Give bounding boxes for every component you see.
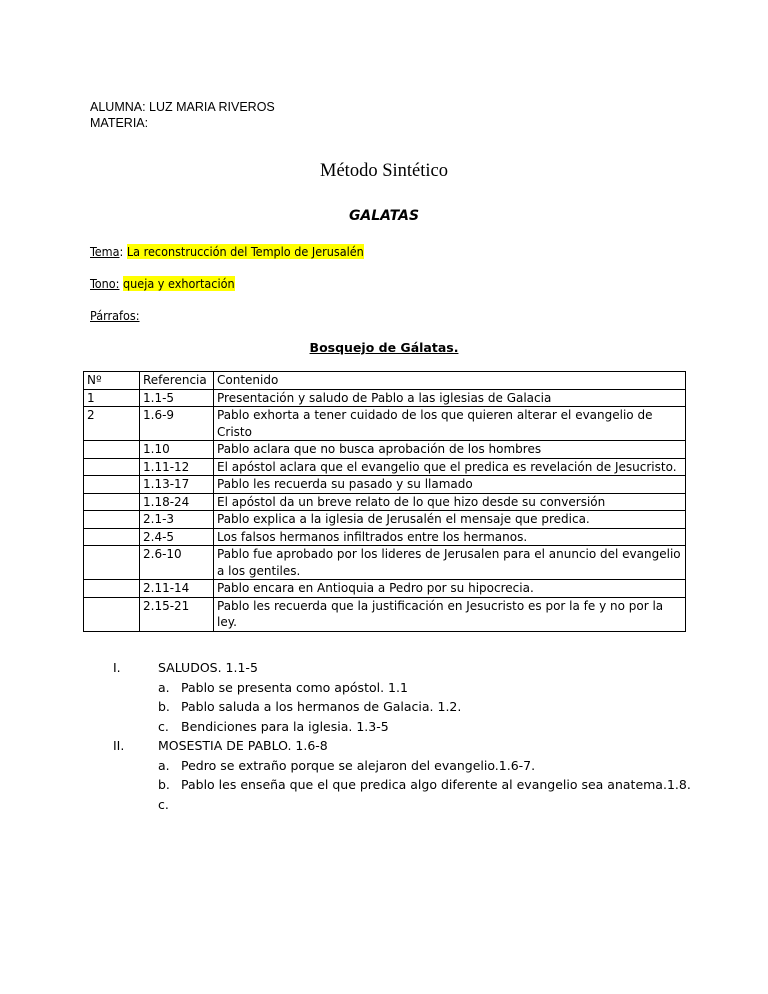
table-row <box>84 597 686 631</box>
header-number: Nº <box>84 372 140 390</box>
table-row <box>84 458 686 476</box>
table-header-row <box>84 372 686 390</box>
subject-label: MATERIA: <box>90 116 149 130</box>
outline-table <box>83 371 686 632</box>
cell-number <box>84 528 140 546</box>
cell-reference: 2.1-3 <box>140 511 214 529</box>
cell-number: 2 <box>84 407 140 441</box>
cell-content: Pablo explica a la iglesia de Jerusalén el mensaje que predica. <box>214 511 686 529</box>
table-row <box>84 389 686 407</box>
table-row <box>84 476 686 494</box>
student-header <box>90 99 275 131</box>
student-name: ALUMNA: LUZ MARIA RIVEROS <box>90 100 275 114</box>
table-row <box>84 580 686 598</box>
cell-content: Pablo fue aprobado por los lideres de Jerusalen para el anuncio del evangelio a los gentiles. <box>214 546 686 580</box>
table-row <box>84 528 686 546</box>
cell-content: El apóstol aclara que el evangelio que el predica es revelación de Jesucristo. <box>214 458 686 476</box>
cell-reference: 2.11-14 <box>140 580 214 598</box>
header-reference: Referencia <box>140 372 214 390</box>
cell-content: Presentación y saludo de Pablo a las iglesias de Galacia <box>214 389 686 407</box>
tono-value: queja y exhortación <box>123 276 235 291</box>
cell-content: Pablo aclara que no busca aprobación de los hombres <box>214 441 686 459</box>
tema-label: Tema <box>90 244 120 259</box>
parrafos-label: Párrafos: <box>90 308 140 323</box>
cell-content: El apóstol da un breve relato de lo que hizo desde su conversión <box>214 493 686 511</box>
document-title: Método Sintético <box>320 161 448 181</box>
item-text: Pedro se extraño porque se alejaron del evangelio.1.6-7. <box>181 757 536 773</box>
item-letter: b. <box>158 699 170 714</box>
cell-reference: 1.11-12 <box>140 458 214 476</box>
item-letter: c. <box>158 718 169 734</box>
tema-separator: : <box>119 244 127 259</box>
cell-number <box>84 458 140 476</box>
item-letter: c. <box>158 796 169 812</box>
tema-value: La reconstrucción del Templo de Jerusalén <box>126 244 364 259</box>
table-row <box>84 441 686 459</box>
cell-content: Pablo les recuerda que la justificación en Jesucristo es por la fe y no por la ley. <box>214 597 686 631</box>
cell-reference: 2.15-21 <box>140 597 214 631</box>
cell-number <box>84 597 140 631</box>
cell-content: Pablo les recuerda su pasado y su llamado <box>214 476 686 494</box>
cell-number <box>84 441 140 459</box>
cell-number <box>84 476 140 494</box>
cell-reference: 2.4-5 <box>140 528 214 546</box>
cell-reference: 1.10 <box>140 441 214 459</box>
cell-number <box>84 511 140 529</box>
cell-content: Pablo encara en Antioquia a Pedro por su hipocrecia. <box>214 580 686 598</box>
item-letter: a. <box>158 757 170 773</box>
section-numeral: II. <box>113 738 125 753</box>
table-caption: Bosquejo de Gálatas. <box>309 340 459 355</box>
cell-number: 1 <box>84 389 140 407</box>
cell-content: Pablo exhorta a tener cuidado de los que quieren alterar el evangelio de Cristo <box>214 407 686 441</box>
table-row <box>84 546 686 580</box>
header-content: Contenido <box>214 372 686 390</box>
parrafos-line <box>90 308 140 323</box>
table-row <box>84 407 686 441</box>
tono-label: Tono: <box>90 276 120 291</box>
item-letter: b. <box>158 777 170 792</box>
item-text: Bendiciones para la iglesia. 1.3-5 <box>181 718 389 734</box>
item-letter: a. <box>158 679 170 695</box>
item-text: Pablo se presenta como apóstol. 1.1 <box>181 679 408 695</box>
document-subtitle: GALATAS <box>348 208 420 224</box>
tono-line <box>90 276 235 291</box>
item-text: Pablo les enseña que el que predica algo diferente al evangelio sea anatema.1.8. <box>181 777 691 792</box>
cell-reference: 1.18-24 <box>140 493 214 511</box>
item-text: Pablo saluda a los hermanos de Galacia. 1.2. <box>181 699 462 714</box>
cell-reference: 1.13-17 <box>140 476 214 494</box>
cell-reference: 1.1-5 <box>140 389 214 407</box>
cell-content: Los falsos hermanos infiltrados entre los hermanos. <box>214 528 686 546</box>
section-title: SALUDOS. 1.1-5 <box>158 660 258 675</box>
cell-number <box>84 580 140 598</box>
section-numeral: I. <box>113 660 121 675</box>
cell-number <box>84 493 140 511</box>
cell-reference: 2.6-10 <box>140 546 214 580</box>
table-row <box>84 511 686 529</box>
cell-reference: 1.6-9 <box>140 407 214 441</box>
table-row <box>84 493 686 511</box>
section-title: MOSESTIA DE PABLO. 1.6-8 <box>158 738 328 753</box>
cell-number <box>84 546 140 580</box>
tema-line <box>90 244 364 259</box>
